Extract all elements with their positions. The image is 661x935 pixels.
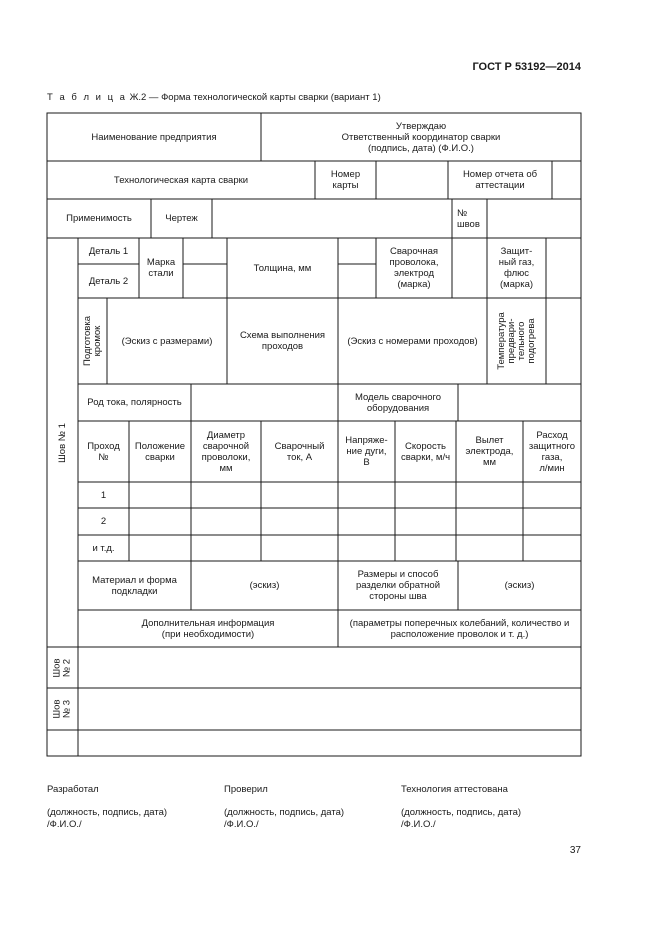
thickness-label: Толщина, мм — [253, 262, 312, 274]
filler-label: Сварочная проволока, электрод (марка) — [389, 246, 439, 290]
report-number-label: Номер отчета об аттестации — [462, 169, 538, 191]
edge-prep-label: Подготовка кромок — [81, 315, 103, 367]
sketch-passes-cell: (Эскиз с номерами проходов) — [347, 335, 478, 347]
pass-etc: и т.д. — [92, 542, 115, 554]
card-title-cell: Технологическая карта сварки — [113, 174, 249, 186]
current-type-label: Род тока, полярность — [87, 397, 182, 408]
approval-cell: Утверждаю Ответственный координатор сварки (подпись, дата) (Ф.И.О.) — [341, 120, 501, 154]
params-cell: (параметры поперечных колебаний, количество и расположение проволок и т. д.) — [349, 617, 570, 640]
steel-grade-label: Марка стали — [146, 257, 176, 279]
caption-prefix: Т а б л и ц а — [47, 92, 127, 103]
seams-number-label: № швов — [457, 207, 480, 230]
developed-label: Разработал — [47, 784, 99, 795]
col-pass: Проход № — [87, 440, 120, 463]
developed-fields: (должность, подпись, дата) /Ф.И.О./ — [47, 807, 168, 830]
preheat-label: Температура предвари- тельного подогрева — [495, 312, 537, 370]
back-groove-label: Размеры и способ разделки обратной стороны шва — [355, 569, 441, 602]
checked-fields: (должность, подпись, дата) /Ф.И.О./ — [224, 807, 345, 830]
page-number: 37 — [569, 845, 581, 856]
caption-text: Ж.2 — Форма технологической карты сварки (вариант 1) — [129, 92, 381, 103]
applicability-label: Применимость — [66, 213, 132, 224]
checked-label: Проверил — [224, 784, 268, 795]
backing-sketch: (эскиз) — [249, 580, 280, 591]
seam3-label: Шов № 3 — [51, 699, 73, 719]
enterprise-name-cell: Наименование предприятия — [91, 131, 217, 143]
col-current: Сварочный ток, А — [274, 440, 325, 463]
col-position: Положение сварки — [134, 440, 186, 463]
technology-label: Технология аттестована — [401, 784, 508, 795]
pass-1: 1 — [100, 489, 107, 501]
col-stickout: Вылет электрода, мм — [465, 435, 514, 468]
back-groove-sketch: (эскиз) — [504, 580, 535, 591]
drawing-label: Чертеж — [165, 213, 198, 224]
part1-label: Деталь 1 — [88, 245, 129, 257]
col-wire-diameter: Диаметр сварочной проволоки, мм — [201, 429, 251, 474]
additional-info-label: Дополнительная информация (при необходимости) — [141, 617, 275, 640]
scheme-label: Схема выполнения проходов — [239, 330, 326, 352]
shielding-label: Защит- ный газ, флюс (марка) — [498, 246, 535, 290]
part2-label: Деталь 2 — [88, 275, 129, 287]
card-number-label: Номер карты — [330, 169, 361, 191]
technology-fields: (должность, подпись, дата) /Ф.И.О./ — [401, 807, 522, 830]
col-speed: Скорость сварки, м/ч — [400, 440, 451, 463]
pass-2: 2 — [100, 516, 107, 527]
seam2-label: Шов № 2 — [51, 657, 73, 678]
standard-number: ГОСТ Р 53192—2014 — [472, 61, 581, 73]
col-voltage: Напряже- ние дуги, В — [345, 435, 388, 468]
backing-label: Материал и форма подкладки — [92, 574, 177, 597]
sketch-dims-cell: (Эскиз с размерами) — [121, 335, 213, 347]
equipment-label: Модель сварочного оборудования — [354, 391, 442, 414]
col-gas-flow: Расход защитного газа, л/мин — [528, 429, 576, 474]
seam1-label: Шов № 1 — [56, 422, 68, 463]
